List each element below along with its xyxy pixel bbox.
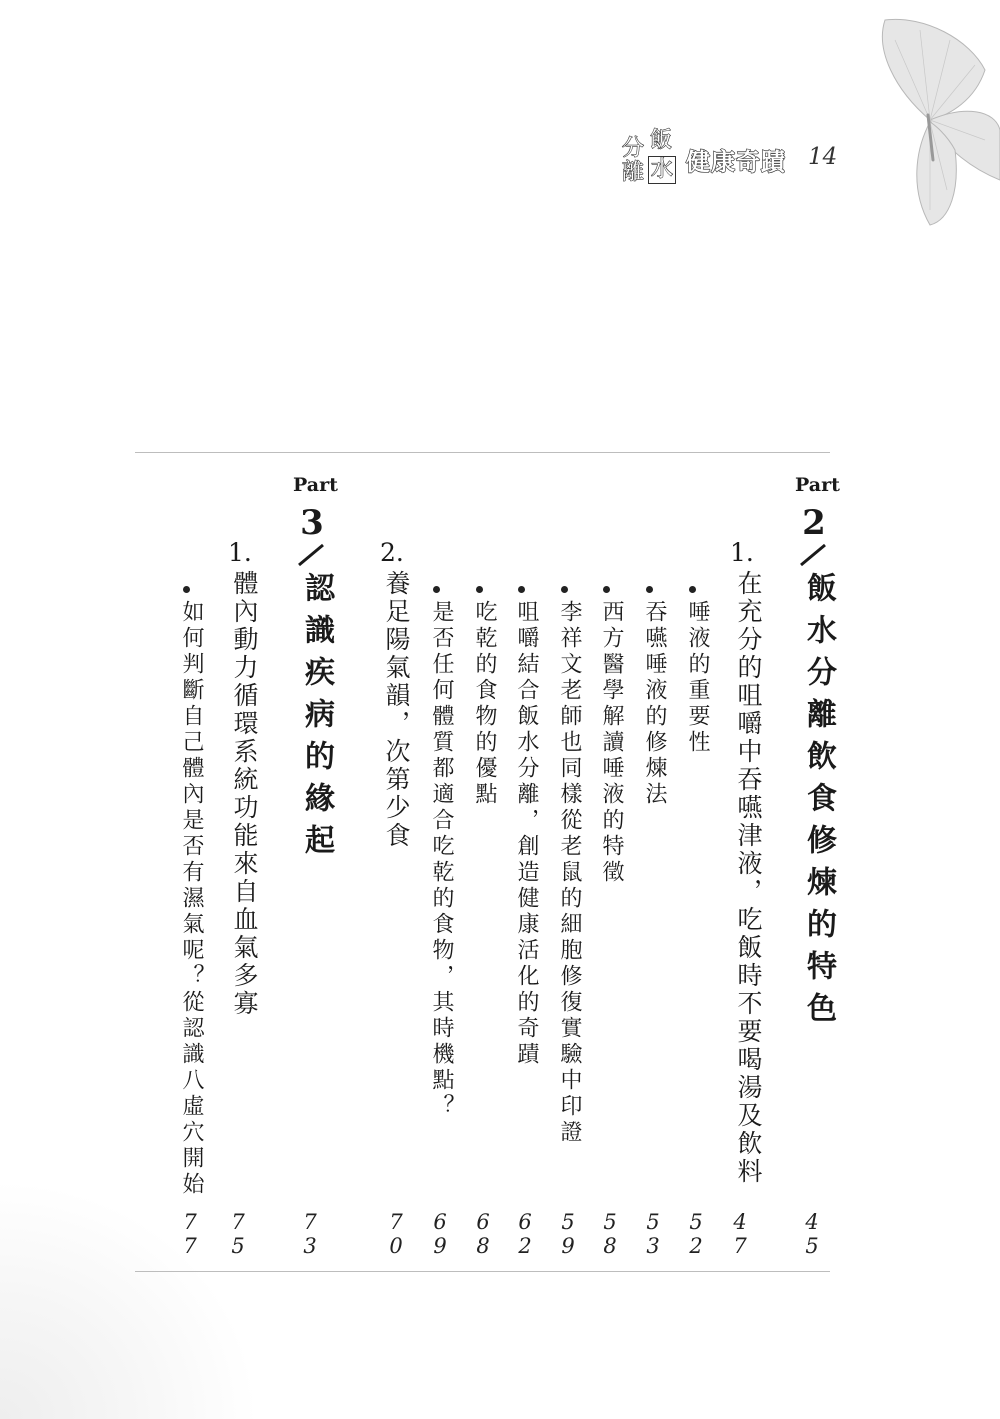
section-number: 2. [380,538,404,567]
section-title: 在充分的咀嚼中吞嚥津液，吃飯時不要喝湯及飲料 [734,570,763,1186]
toc-page: 75 [231,1210,245,1258]
bullet [646,586,653,593]
toc-page: 47 [733,1210,747,1258]
bullet [476,586,483,593]
butterfly-illustration [835,10,1000,230]
part2-number: 2 [802,503,826,543]
slash-mark [798,543,828,567]
toc-item-title: 吃乾的食物的優點 [472,600,497,808]
toc-page: 52 [689,1210,703,1258]
section-title: 養足陽氣韻，次第少食 [382,570,411,850]
slash-mark [296,543,326,567]
logo-char: 分 [621,136,644,161]
toc-item-title: 咀嚼結合飯水分離，創造健康活化的奇蹟 [514,600,539,1068]
toc-item-title: 吞嚥唾液的修煉法 [642,600,667,808]
section-number: 1. [228,538,252,567]
toc-page: 59 [561,1210,575,1258]
toc-page: 77 [183,1210,197,1258]
logo-char: 飯 [649,128,672,153]
bullet [433,586,440,593]
bullet [518,586,525,593]
toc-item-title: 是否任何體質都適合吃乾的食物，其時機點？ [429,600,454,1120]
logo-char: 水 [648,156,676,184]
toc-page: 68 [476,1210,490,1258]
toc-page: 70 [389,1210,403,1258]
toc-item-title: 如何判斷自己體內是否有濕氣呢？從認識八虛穴開始 [179,600,204,1198]
toc-page: 53 [646,1210,660,1258]
section-title: 體內動力循環系統功能來自血氣多寡 [230,570,259,1018]
part3-number: 3 [300,503,324,543]
divider-top [135,452,830,453]
bullet [603,586,610,593]
part2-title: 飯水分離飲食修煉的特色 [801,572,836,1034]
header-title: 健康奇蹟 [686,148,786,176]
toc-page: 73 [303,1210,317,1258]
toc-item-title: 唾液的重要性 [685,600,710,756]
bullet [689,586,696,593]
part3-label: Part [293,474,338,496]
divider-bottom [135,1271,830,1272]
toc-page: 58 [603,1210,617,1258]
bullet [561,586,568,593]
toc-page: 69 [433,1210,447,1258]
page-number: 14 [808,144,838,170]
bullet [183,586,190,593]
toc-item-title: 西方醫學解讀唾液的特徵 [599,600,624,886]
part3-title: 認識疾病的緣起 [299,572,334,866]
toc-page: 45 [805,1210,819,1258]
part2-label: Part [795,474,840,496]
background-wash [0,1179,260,1419]
toc-page: 62 [518,1210,532,1258]
toc-item-title: 李祥文老師也同樣從老鼠的細胞修復實驗中印證 [557,600,582,1146]
book-logo [620,128,676,184]
section-number: 1. [730,538,754,567]
logo-char: 離 [621,160,644,185]
